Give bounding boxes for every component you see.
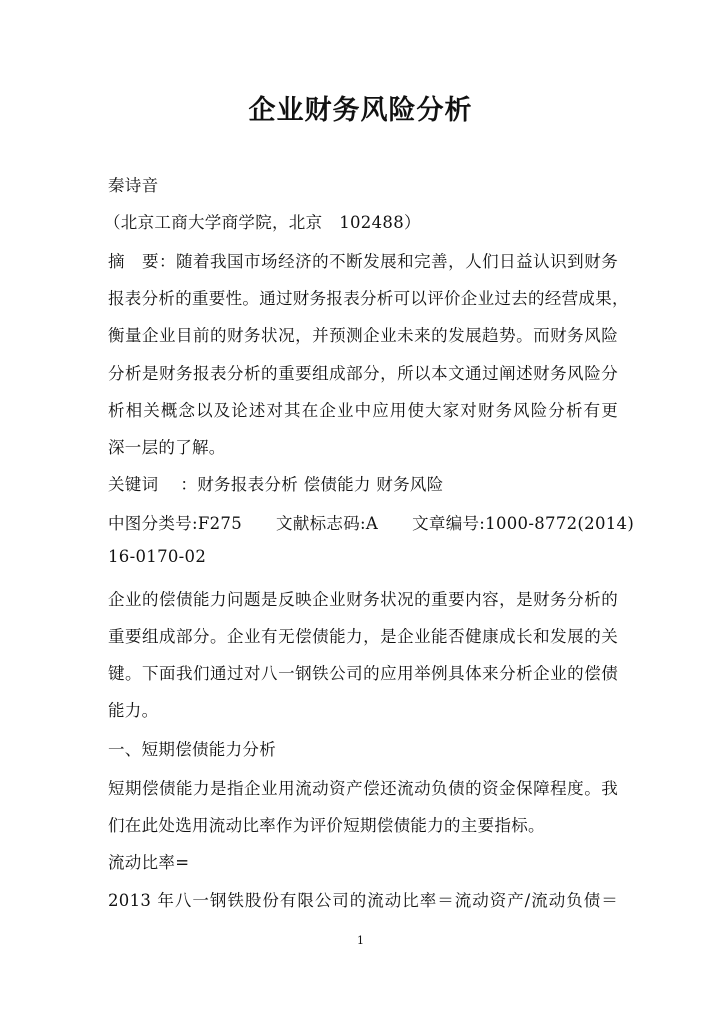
document-title: 企业财务风险分析 bbox=[248, 95, 473, 126]
formula-line: 流动比率= bbox=[108, 853, 190, 872]
section-heading: 一、短期偿债能力分析 bbox=[108, 740, 276, 759]
body-line: 短期偿债能力是指企业用流动资产偿还流动负债的资金保障程度。我 bbox=[108, 779, 618, 798]
body-line: 2013 年八一钢铁股份有限公司的流动比率＝流动资产/流动负债＝ bbox=[108, 891, 618, 910]
classification-line bbox=[108, 510, 635, 534]
keywords-label: 关键词 bbox=[108, 475, 159, 494]
author-name: 秦诗音 bbox=[108, 176, 159, 195]
abstract-line: 衡量企业目前的财务状况，并预测企业未来的发展趋势。而财务风险 bbox=[108, 326, 618, 345]
keywords-values: 财务报表分析 偿债能力 财务风险 bbox=[197, 475, 444, 494]
keywords-line bbox=[108, 471, 618, 495]
body-line: 企业的偿债能力问题是反映企业财务状况的重要内容，是财务分析的 bbox=[108, 590, 618, 609]
body-line: 重要组成部分。企业有无偿债能力，是企业能否健康成长和发展的关 bbox=[108, 627, 618, 646]
author-affiliation: （北京工商大学商学院，北京 102488） bbox=[104, 213, 421, 232]
body-line: 们在此处选用流动比率作为评价短期偿债能力的主要指标。 bbox=[108, 816, 545, 835]
body-line: 能力。 bbox=[108, 701, 159, 720]
abstract-line: 深一层的了解。 bbox=[108, 438, 226, 457]
abstract-line: 分析是财务报表分析的重要组成部分，所以本文通过阐述财务风险分 bbox=[108, 364, 618, 383]
clc-number: 中图分类号:F275 bbox=[108, 514, 243, 533]
body-line: 键。下面我们通过对八一钢铁公司的应用举例具体来分析企业的偿债 bbox=[108, 664, 618, 683]
abstract-line: 析相关概念以及论述对其在企业中应用使大家对财务风险分析有更 bbox=[108, 401, 618, 420]
page-number: 1 bbox=[357, 934, 364, 947]
keywords-separator: ： bbox=[180, 475, 198, 494]
abstract-line: 报表分析的重要性。通过财务报表分析可以评价企业过去的经营成果， bbox=[108, 289, 629, 308]
article-number: 文章编号:1000-8772(2014) bbox=[412, 514, 635, 533]
document-code: 文献标志码:A bbox=[276, 514, 379, 533]
article-number-continued: 16-0170-02 bbox=[108, 547, 207, 566]
abstract-line: 摘 要：随着我国市场经济的不断发展和完善，人们日益认识到财务 bbox=[108, 252, 618, 271]
